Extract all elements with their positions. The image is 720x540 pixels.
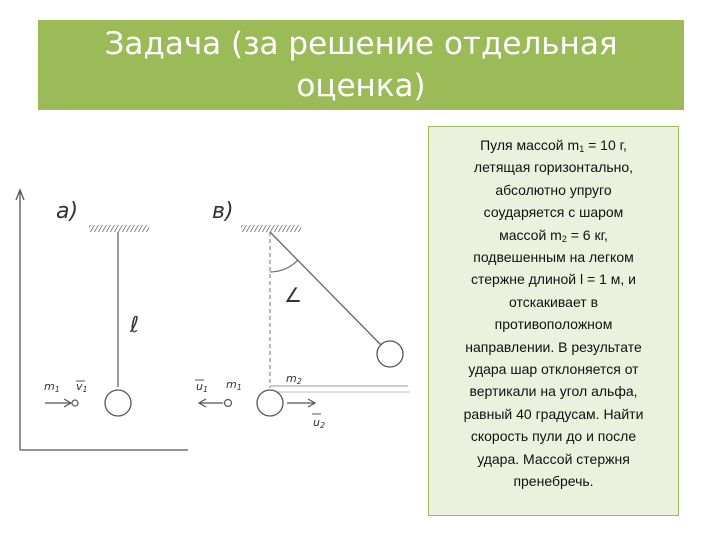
problem-line-9: противоположном [494,316,613,333]
angle-arc [270,260,298,272]
label-u2: u2 [313,416,326,430]
problem-line-6: подвешенным на легком [473,249,634,266]
problem-line-1: Пуля массой $m_1 = 10$ г, [480,137,627,154]
problem-line-4: соударяется с шаром [483,204,624,221]
label-v1-left: v1 [76,380,88,394]
ball-a [105,390,131,416]
problem-text-box [428,126,679,516]
problem-line-10: направлении. В результате [465,338,642,355]
label-u1: u1 [196,380,209,394]
problem-line-5: массой $m_2 = 6$ кг, [499,226,608,244]
bullet-a [72,400,78,406]
bullet-b [225,400,232,407]
deflected-ball [377,341,403,367]
problem-line-13: равный 40 градусам. Найти [463,405,644,422]
problem-line-14: скорость пули до и после [470,428,637,445]
problem-line-16: пренебречь. [513,473,594,490]
title-line-1: Задача (за решение отдельная [104,26,618,62]
problem-line-3: абсолютно упруго [495,181,612,198]
ceiling-a [89,225,149,232]
label-m1-right: m1 [226,378,242,392]
problem-line-7: стержне длиной l = 1 м, и [471,271,636,288]
label-b: в) [212,199,234,224]
problem-line-2: летящая горизонтально, [473,159,634,176]
label-l: ℓ [130,313,140,338]
label-m2: m2 [286,372,302,386]
ceiling-b [241,225,301,232]
label-a: а) [56,199,79,224]
label-m1-left: m1 [44,380,60,394]
label-alpha: ∠ [284,283,302,307]
problem-line-12: вертикали на угол альфа, [469,383,638,400]
problem-line-8: отскакивает в [508,293,599,310]
problem-line-15: удара. Массой стержня [477,450,630,467]
problem-line-11: удара шар отклоняется от [468,361,639,378]
title-line-2: оценка) [296,68,426,104]
ball-b [257,390,283,416]
